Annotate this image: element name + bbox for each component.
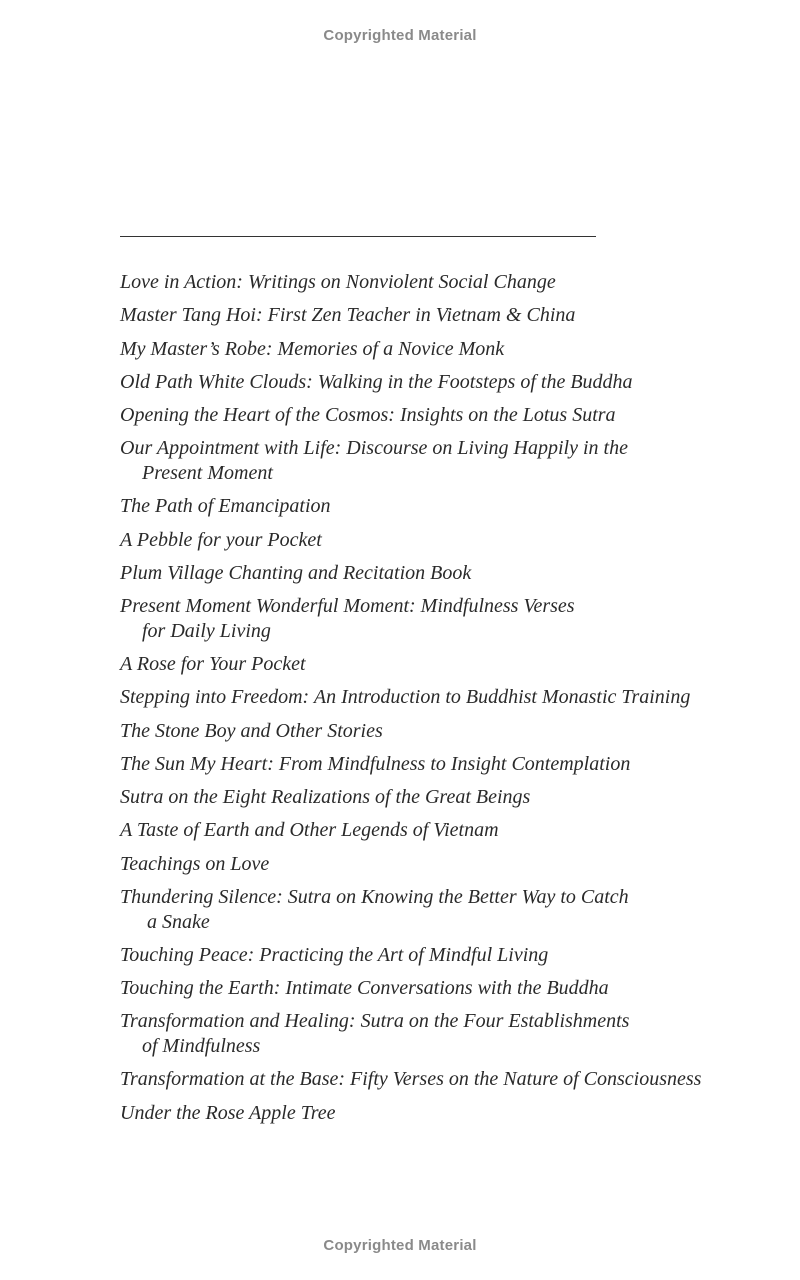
book-title-line: Master Tang Hoi: First Zen Teacher in Vietnam & China — [120, 304, 576, 327]
book-title — [120, 652, 760, 677]
book-title — [120, 1009, 760, 1058]
book-title-line: Opening the Heart of the Cosmos: Insights on the Lotus Sutra — [120, 404, 616, 427]
book-title — [120, 494, 760, 519]
book-title — [120, 403, 760, 428]
book-title-line: Sutra on the Eight Realizations of the Great Beings — [120, 786, 531, 809]
book-title — [120, 719, 760, 744]
book-title — [120, 885, 760, 934]
book-title — [120, 528, 760, 553]
book-title-list — [120, 270, 760, 1134]
book-title — [120, 1101, 760, 1126]
book-title — [120, 337, 760, 362]
book-title — [120, 436, 760, 485]
book-title-line: Thundering Silence: Sutra on Knowing the Better Way to Catch — [120, 886, 629, 909]
book-title-line: Teachings on Love — [120, 852, 270, 875]
book-title — [120, 752, 760, 777]
book-title-line: Under the Rose Apple Tree — [120, 1101, 336, 1124]
book-title — [120, 303, 760, 328]
book-title — [120, 561, 760, 586]
book-title-line: Love in Action: Writings on Nonviolent Social Change — [120, 271, 556, 293]
copyright-notice-top: Copyrighted Material — [323, 27, 477, 44]
book-title — [120, 818, 760, 843]
book-title — [120, 852, 760, 877]
book-title-line: A Pebble for your Pocket — [120, 528, 322, 551]
book-title-line: Plum Village Chanting and Recitation Book — [120, 561, 472, 584]
book-title-continuation: for Daily Living — [142, 619, 271, 642]
book-title-line: The Path of Emancipation — [120, 495, 331, 518]
book-title — [120, 370, 760, 395]
book-title-line: Present Moment Wonderful Moment: Mindfulness Verses — [120, 595, 575, 618]
book-title — [120, 785, 760, 810]
book-title-line: My Master’s Robe: Memories of a Novice Monk — [120, 337, 505, 360]
book-title-line: Transformation at the Base: Fifty Verses on the Nature of Consciousness — [120, 1068, 702, 1091]
book-title — [120, 594, 760, 643]
book-title-line: Old Path White Clouds: Walking in the Footsteps of the Buddha — [120, 370, 633, 393]
copyright-notice-bottom: Copyrighted Material — [323, 1237, 477, 1254]
book-title-line: The Stone Boy and Other Stories — [120, 719, 383, 742]
book-title-line: Touching the Earth: Intimate Conversations with the Buddha — [120, 977, 609, 1000]
book-title-line: Stepping into Freedom: An Introduction to Buddhist Monastic Training — [120, 686, 691, 709]
book-title-line: Our Appointment with Life: Discourse on Living Happily in the — [120, 437, 628, 460]
horizontal-rule — [120, 236, 596, 237]
book-title-line: A Taste of Earth and Other Legends of Vietnam — [120, 819, 499, 842]
book-title-continuation: of Mindfulness — [142, 1034, 261, 1057]
book-title-line: The Sun My Heart: From Mindfulness to Insight Contemplation — [120, 752, 631, 775]
book-title-continuation: Present Moment — [142, 461, 273, 484]
book-title — [120, 685, 760, 710]
book-title — [120, 1067, 760, 1092]
book-title-line: Transformation and Healing: Sutra on the Four Establishments — [120, 1010, 630, 1033]
book-title-line: A Rose for Your Pocket — [120, 652, 306, 675]
book-title — [120, 943, 760, 968]
book-title-line: Touching Peace: Practicing the Art of Mindful Living — [120, 943, 549, 966]
book-title — [120, 976, 760, 1001]
book-title-continuation: a Snake — [147, 910, 210, 933]
book-title — [120, 270, 760, 295]
